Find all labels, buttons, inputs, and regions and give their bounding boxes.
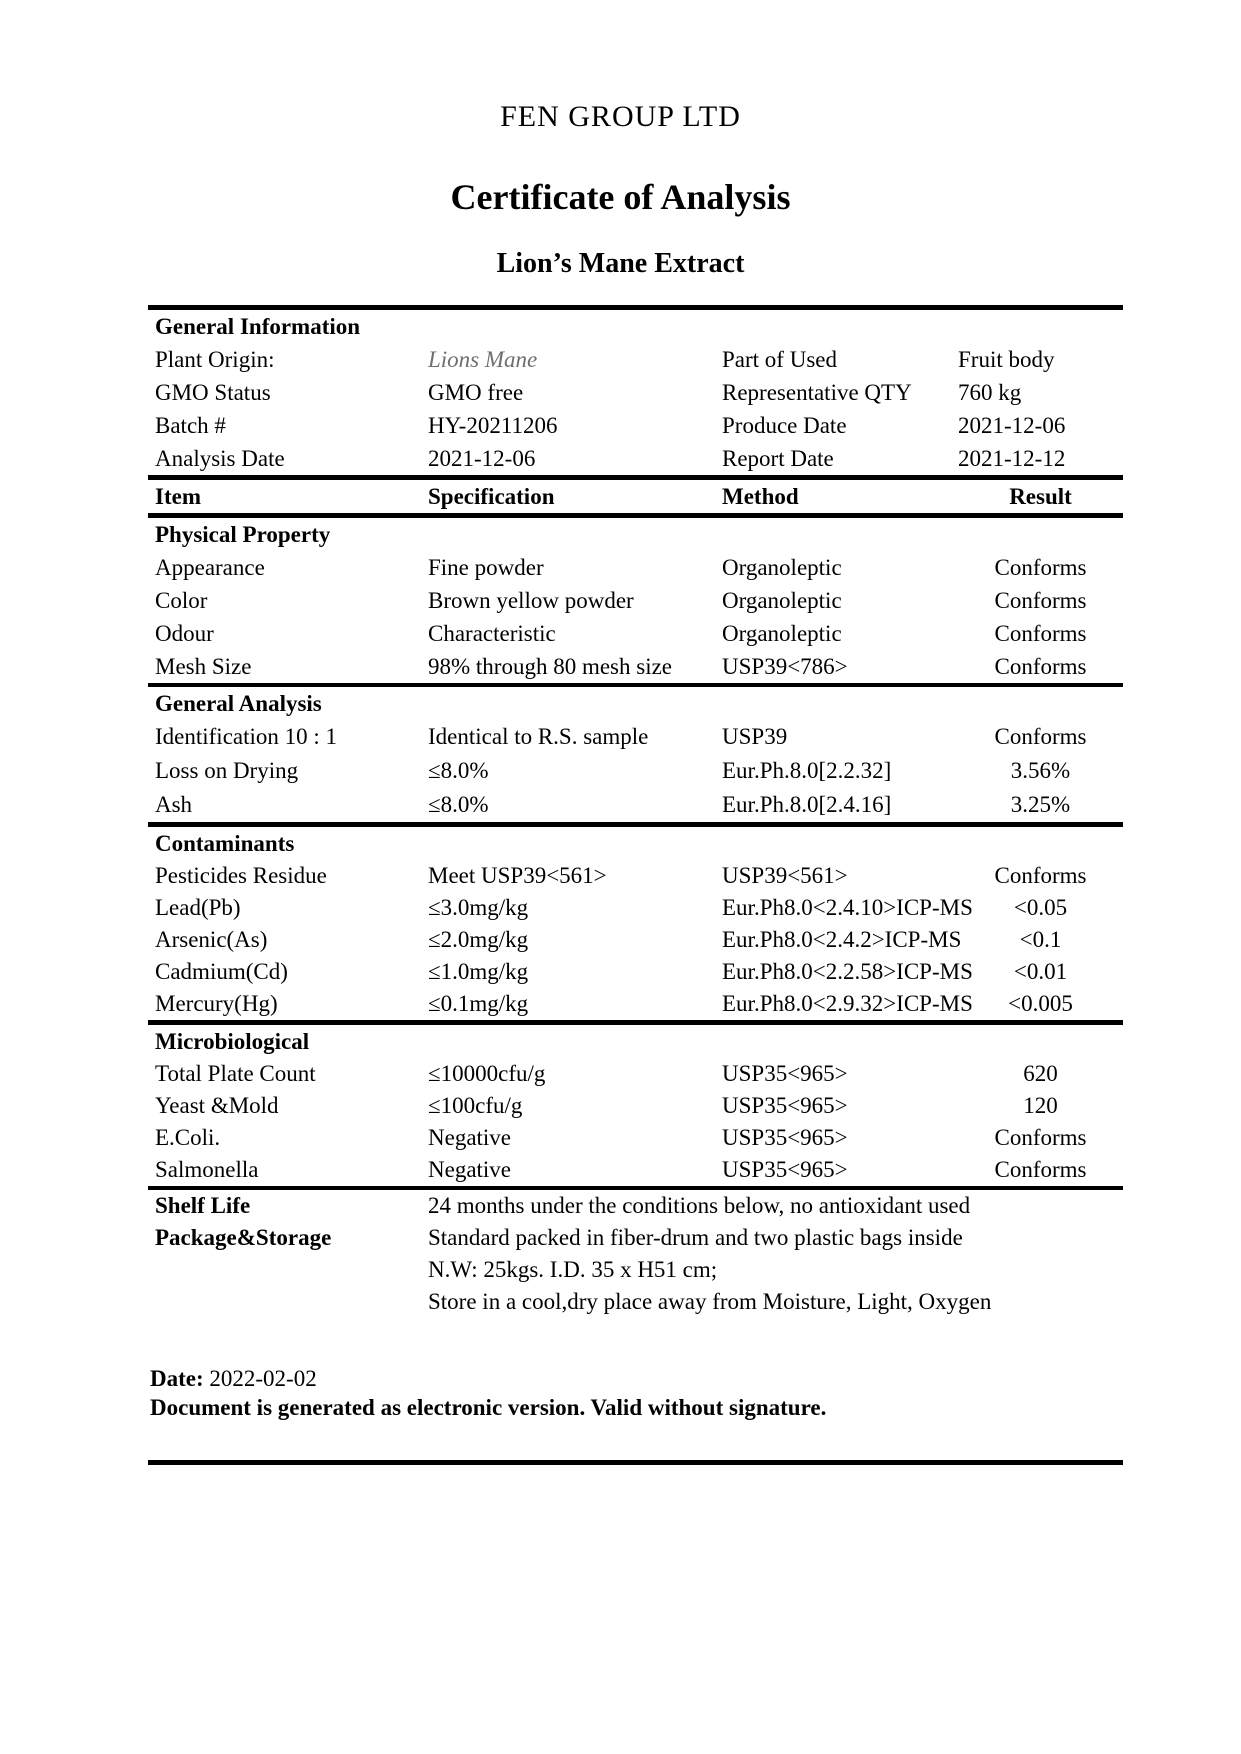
item-cell: Total Plate Count bbox=[155, 1061, 316, 1086]
spec-cell: Negative bbox=[428, 1157, 512, 1182]
section-microbiological: Microbiological bbox=[155, 1029, 310, 1054]
column-header-method: Method bbox=[722, 484, 799, 509]
table-row bbox=[148, 650, 1123, 683]
column-header-result: Result bbox=[1009, 484, 1072, 509]
method-cell: Eur.Ph8.0<2.4.2>ICP-MS bbox=[722, 927, 962, 952]
result-cell: Conforms bbox=[994, 724, 1087, 749]
spec-cell: ≤3.0mg/kg bbox=[428, 895, 529, 920]
spec-cell: ≤8.0% bbox=[428, 792, 489, 817]
result-cell: <0.01 bbox=[1013, 959, 1068, 984]
section-general-information: General Information bbox=[155, 314, 361, 339]
table-row bbox=[148, 617, 1123, 650]
section-physical-property: Physical Property bbox=[155, 522, 331, 547]
spec-cell: Characteristic bbox=[428, 621, 556, 646]
date-line bbox=[150, 1364, 826, 1393]
method-cell: Eur.Ph8.0<2.9.32>ICP-MS bbox=[722, 991, 973, 1016]
result-cell: Conforms bbox=[994, 555, 1087, 580]
item-cell: Pesticides Residue bbox=[155, 863, 327, 888]
product-name: Lion’s Mane Extract bbox=[496, 248, 745, 279]
shelf-life-row bbox=[148, 1190, 1123, 1222]
method-cell: Eur.Ph.8.0[2.2.32] bbox=[722, 758, 892, 783]
item-cell: Loss on Drying bbox=[155, 758, 299, 783]
package-storage-row bbox=[148, 1286, 1123, 1318]
table-row bbox=[148, 924, 1123, 956]
field-value: 2021-12-12 bbox=[958, 446, 1066, 471]
table-row bbox=[148, 720, 1123, 754]
item-cell: Lead(Pb) bbox=[155, 895, 241, 920]
method-cell: USP39 bbox=[722, 724, 788, 749]
table-row bbox=[148, 860, 1123, 892]
date-value: 2022-02-02 bbox=[209, 1366, 317, 1391]
date-label: Date: bbox=[150, 1366, 204, 1391]
field-label: Representative QTY bbox=[722, 380, 912, 405]
result-cell: Conforms bbox=[994, 1125, 1087, 1150]
result-cell: Conforms bbox=[994, 588, 1087, 613]
table-row bbox=[148, 551, 1123, 584]
table-row bbox=[148, 892, 1123, 924]
result-cell: Conforms bbox=[994, 621, 1087, 646]
item-cell: Appearance bbox=[155, 555, 265, 580]
shelf-life-value: 24 months under the conditions below, no antioxidant used bbox=[428, 1193, 971, 1218]
section-general-analysis: General Analysis bbox=[155, 691, 322, 716]
section-contaminants: Contaminants bbox=[155, 831, 295, 856]
item-cell: Yeast &Mold bbox=[155, 1093, 279, 1118]
result-cell: 620 bbox=[1023, 1061, 1058, 1086]
column-header-item: Item bbox=[155, 484, 201, 509]
method-cell: Organoleptic bbox=[722, 555, 842, 580]
method-cell: USP35<965> bbox=[722, 1093, 848, 1118]
method-cell: Eur.Ph8.0<2.4.10>ICP-MS bbox=[722, 895, 973, 920]
table-row bbox=[148, 1154, 1123, 1186]
result-cell: 3.56% bbox=[1010, 758, 1071, 783]
package-storage-value: Standard packed in fiber-drum and two plastic bags inside bbox=[428, 1225, 963, 1250]
empty-cell bbox=[148, 1254, 428, 1286]
method-cell: USP35<965> bbox=[722, 1125, 848, 1150]
table-row bbox=[148, 584, 1123, 617]
table-row bbox=[148, 1122, 1123, 1154]
result-cell: Conforms bbox=[994, 863, 1087, 888]
table-row bbox=[148, 1058, 1123, 1090]
field-value: Fruit body bbox=[958, 347, 1055, 372]
table-header-row bbox=[148, 480, 1123, 513]
document-footer bbox=[150, 1364, 826, 1422]
result-cell: Conforms bbox=[994, 654, 1087, 679]
method-cell: Eur.Ph.8.0[2.4.16] bbox=[722, 792, 892, 817]
spec-cell: Fine powder bbox=[428, 555, 544, 580]
validity-note: Document is generated as electronic version. Valid without signature. bbox=[150, 1395, 827, 1420]
result-cell: <0.05 bbox=[1013, 895, 1068, 920]
package-storage-value: N.W: 25kgs. I.D. 35 x H51 cm; bbox=[428, 1257, 718, 1282]
field-value: 2021-12-06 bbox=[428, 446, 536, 471]
item-cell: Identification 10 : 1 bbox=[155, 724, 338, 749]
coa-table bbox=[148, 305, 1123, 1318]
item-cell: Cadmium(Cd) bbox=[155, 959, 288, 984]
rule-bottom bbox=[148, 1460, 1123, 1465]
spec-cell: ≤0.1mg/kg bbox=[428, 991, 529, 1016]
table-row bbox=[148, 754, 1123, 788]
result-cell: <0.1 bbox=[1019, 927, 1062, 952]
spec-cell: ≤10000cfu/g bbox=[428, 1061, 546, 1086]
spec-cell: Brown yellow powder bbox=[428, 588, 634, 613]
document-title: Certificate of Analysis bbox=[450, 177, 791, 217]
method-cell: USP39<561> bbox=[722, 863, 848, 888]
field-label: Plant Origin: bbox=[155, 347, 275, 372]
column-header-specification: Specification bbox=[428, 484, 555, 509]
field-value: HY-20211206 bbox=[428, 413, 558, 438]
spec-cell: Negative bbox=[428, 1125, 512, 1150]
spec-cell: ≤2.0mg/kg bbox=[428, 927, 529, 952]
method-cell: Organoleptic bbox=[722, 588, 842, 613]
company-name: FEN GROUP LTD bbox=[500, 100, 741, 133]
method-cell: USP39<786> bbox=[722, 654, 848, 679]
field-value: 760 kg bbox=[958, 380, 1022, 405]
table-row bbox=[148, 988, 1123, 1020]
item-cell: Arsenic(As) bbox=[155, 927, 268, 952]
general-info-row bbox=[148, 343, 1123, 376]
package-storage-row bbox=[148, 1222, 1123, 1254]
result-cell: Conforms bbox=[994, 1157, 1087, 1182]
field-value: 2021-12-06 bbox=[958, 413, 1066, 438]
item-cell: Salmonella bbox=[155, 1157, 259, 1182]
item-cell: Odour bbox=[155, 621, 214, 646]
item-cell: Color bbox=[155, 588, 208, 613]
field-value: Lions Mane bbox=[428, 347, 538, 372]
general-info-row bbox=[148, 409, 1123, 442]
field-value: GMO free bbox=[428, 380, 524, 405]
spec-cell: ≤8.0% bbox=[428, 758, 489, 783]
spec-cell: 98% through 80 mesh size bbox=[428, 654, 673, 679]
package-storage-row bbox=[148, 1254, 1123, 1286]
method-cell: Eur.Ph8.0<2.2.58>ICP-MS bbox=[722, 959, 973, 984]
field-label: Part of Used bbox=[722, 347, 837, 372]
field-label: Analysis Date bbox=[155, 446, 285, 471]
method-cell: USP35<965> bbox=[722, 1061, 848, 1086]
result-cell: 120 bbox=[1023, 1093, 1058, 1118]
table-row bbox=[148, 1090, 1123, 1122]
item-cell: Mercury(Hg) bbox=[155, 991, 278, 1016]
general-info-row bbox=[148, 442, 1123, 475]
general-info-row bbox=[148, 376, 1123, 409]
item-cell: Ash bbox=[155, 792, 193, 817]
item-cell: E.Coli. bbox=[155, 1125, 221, 1150]
table-row bbox=[148, 956, 1123, 988]
table-row bbox=[148, 788, 1123, 822]
method-cell: Organoleptic bbox=[722, 621, 842, 646]
field-label: GMO Status bbox=[155, 380, 271, 405]
field-label: Report Date bbox=[722, 446, 834, 471]
spec-cell: Identical to R.S. sample bbox=[428, 724, 649, 749]
result-cell: 3.25% bbox=[1010, 792, 1071, 817]
spec-cell: ≤1.0mg/kg bbox=[428, 959, 529, 984]
field-label: Produce Date bbox=[722, 413, 847, 438]
item-cell: Mesh Size bbox=[155, 654, 252, 679]
shelf-life-label: Shelf Life bbox=[155, 1193, 251, 1218]
result-cell: <0.005 bbox=[1008, 991, 1073, 1016]
empty-cell bbox=[148, 1286, 428, 1318]
package-storage-label: Package&Storage bbox=[155, 1225, 332, 1250]
package-storage-value: Store in a cool,dry place away from Moisture, Light, Oxygen bbox=[428, 1289, 992, 1314]
spec-cell: Meet USP39<561> bbox=[428, 863, 607, 888]
spec-cell: ≤100cfu/g bbox=[428, 1093, 523, 1118]
field-label: Batch # bbox=[155, 413, 226, 438]
method-cell: USP35<965> bbox=[722, 1157, 848, 1182]
